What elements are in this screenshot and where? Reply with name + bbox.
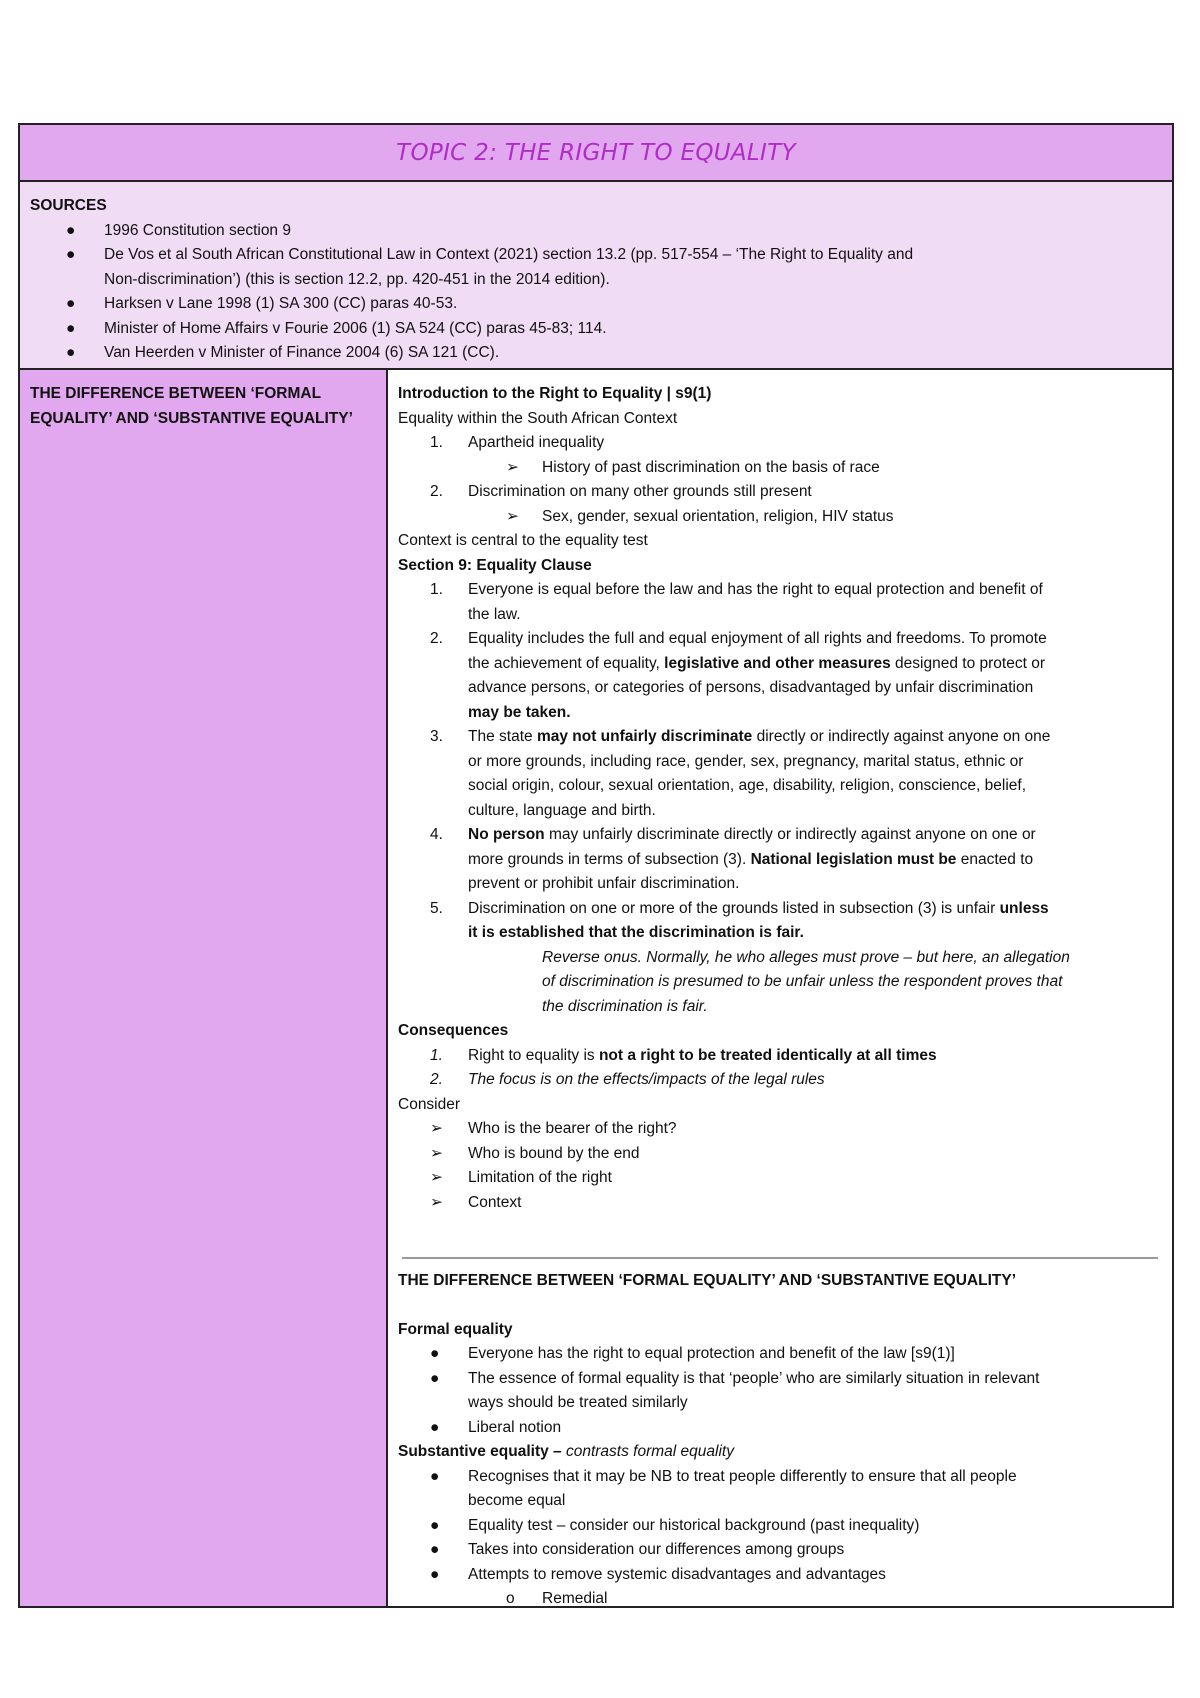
source-item: ● Minister of Home Affairs v Fourie 2006 (1) SA 524 (CC) paras 45-83; 114. — [30, 317, 1162, 342]
formal-equality-heading: Formal equality — [398, 1320, 513, 1338]
clause-continued: social origin, colour, sexual orientation, age, disability, religion, conscience, belief, — [468, 777, 1027, 794]
clause-continued: it is established that the discrimination is fair. — [468, 924, 804, 941]
bullet-item-continued: become equal — [468, 1492, 566, 1509]
bullet-icon: ● — [66, 344, 76, 361]
clause-continued: may be taken. — [468, 703, 571, 721]
clause-continued: advance persons, or categories of persons, disadvantaged by unfair discrimination — [468, 679, 1034, 696]
title-row — [20, 125, 1172, 182]
sub-list-item: ➢ History of past discrimination on the basis of race — [398, 456, 1162, 481]
consider-label: Consider — [398, 1095, 461, 1113]
clause-item: 3. The state may not unfairly discriminate directly or indirectly against anyone on one — [430, 728, 1051, 745]
left-cell — [20, 370, 388, 1606]
sub-list-item: ➢ Sex, gender, sexual orientation, religion, HIV status — [398, 505, 1162, 530]
list-item: 2. Discrimination on many other grounds still present — [430, 483, 812, 500]
source-item: ● 1996 Constitution section 9 — [30, 219, 1162, 244]
sources-heading: SOURCES — [30, 197, 107, 214]
section-divider — [402, 1257, 1158, 1259]
clause-continued: the achievement of equality, legislative and other measures designed to protect or — [468, 654, 1045, 672]
bullet-icon: ● — [66, 246, 76, 263]
bullet-icon: ● — [66, 295, 76, 312]
clause-item: 2. Equality includes the full and equal enjoyment of all rights and freedoms. To promote — [430, 630, 1047, 647]
bullet-icon: ● — [66, 319, 76, 337]
bullet-item: ● The essence of formal equality is that ‘people’ who are similarly situation in relevant — [398, 1367, 1162, 1392]
clause-continued: more grounds in terms of subsection (3). National legislation must be enacted to — [468, 850, 1034, 868]
arrow-icon: ➢ — [506, 507, 519, 525]
arrow-icon: ➢ — [430, 1193, 443, 1211]
clause-continued: prevent or prohibit unfair discrimination. — [468, 875, 740, 892]
arrow-icon: ➢ — [430, 1144, 443, 1162]
bullet-icon: ● — [66, 221, 76, 239]
bullet-icon: ● — [430, 1467, 440, 1485]
list-item: 1. Apartheid inequality — [430, 434, 605, 451]
clause-continued: the law. — [468, 605, 521, 623]
reverse-onus-note: of discrimination is presumed to be unfair unless the respondent proves that — [542, 973, 1063, 990]
bullet-icon: ● — [430, 1345, 440, 1362]
left-heading-line: EQUALITY’ AND ‘SUBSTANTIVE EQUALITY’ — [30, 409, 353, 427]
source-item-continued: Non-discrimination’) (this is section 12.2, pp. 420-451 in the 2014 edition). — [104, 270, 610, 288]
section9-heading: Section 9: Equality Clause — [398, 556, 592, 574]
consider-item: ➢ Context — [398, 1191, 1162, 1216]
context-line: Equality within the South African Context — [398, 409, 678, 427]
context-central-line: Context is central to the equality test — [398, 532, 648, 549]
source-item: ● De Vos et al South African Constitutional Law in Context (2021) section 13.2 (pp. 517-554 – ‘The Right to Equality and — [30, 243, 1162, 268]
arrow-icon: ➢ — [506, 458, 519, 476]
consider-item: ➢ Who is bound by the end — [398, 1142, 1162, 1167]
consequence-item: 2. The focus is on the effects/impacts of the legal rules — [430, 1071, 825, 1088]
clause-continued: or more grounds, including race, gender, sex, pregnancy, marital status, ethnic or — [468, 752, 1024, 770]
arrow-icon: ➢ — [430, 1169, 443, 1186]
difference-heading: THE DIFFERENCE BETWEEN ‘FORMAL EQUALITY’ AND ‘SUBSTANTIVE EQUALITY’ — [398, 1272, 1017, 1289]
bullet-item-continued: ways should be treated similarly — [468, 1394, 688, 1411]
right-cell — [388, 370, 1172, 1606]
reverse-onus-note: Reverse onus. Normally, he who alleges must prove – but here, an allegation — [542, 948, 1070, 966]
arrow-icon: ➢ — [430, 1120, 443, 1137]
reverse-onus-note: the discrimination is fair. — [542, 997, 708, 1015]
consider-item: ➢ Who is the bearer of the right? — [398, 1117, 1162, 1142]
bullet-icon: ● — [430, 1369, 440, 1387]
bullet-icon: ● — [430, 1418, 440, 1436]
consider-item: ➢ Limitation of the right — [398, 1166, 1162, 1191]
bullet-item: ● Everyone has the right to equal protection and benefit of the law [s9(1)] — [398, 1342, 1162, 1367]
main-row — [20, 370, 1172, 1606]
bullet-item: ● Attempts to remove systemic disadvantages and advantages — [398, 1563, 1162, 1588]
bullet-icon: ● — [430, 1541, 440, 1558]
circle-bullet-icon: o — [506, 1590, 515, 1607]
sources-section — [20, 182, 1172, 370]
page-title: TOPIC 2: THE RIGHT TO EQUALITY — [396, 139, 796, 166]
left-heading-line: THE DIFFERENCE BETWEEN ‘FORMAL — [30, 385, 322, 402]
clause-item: 1. Everyone is equal before the law and has the right to equal protection and benefit of — [430, 581, 1043, 598]
bullet-item: ● Takes into consideration our differences among groups — [398, 1538, 1162, 1563]
bullet-item: ● Equality test – consider our historical background (past inequality) — [398, 1514, 1162, 1539]
source-item: ● Van Heerden v Minister of Finance 2004 (6) SA 121 (CC). — [30, 341, 1162, 366]
consequence-item: 1. Right to equality is not a right to be treated identically at all times — [430, 1046, 937, 1064]
source-item: ● Harksen v Lane 1998 (1) SA 300 (CC) paras 40-53. — [30, 292, 1162, 317]
substantive-equality-heading: Substantive equality – contrasts formal equality — [398, 1443, 734, 1460]
bullet-item: ● Liberal notion — [398, 1416, 1162, 1441]
bullet-icon: ● — [430, 1516, 440, 1534]
sub-bullet-item: o Remedial — [398, 1587, 1162, 1612]
consequences-heading: Consequences — [398, 1022, 509, 1039]
clause-continued: culture, language and birth. — [468, 801, 656, 819]
bullet-item: ● Recognises that it may be NB to treat people differently to ensure that all people — [398, 1465, 1162, 1490]
notes-table — [18, 123, 1174, 1608]
clause-item: 5. Discrimination on one or more of the grounds listed in subsection (3) is unfair unless — [430, 899, 1049, 917]
intro-heading: Introduction to the Right to Equality | s9(1) — [398, 385, 712, 402]
clause-item: 4. No person may unfairly discriminate directly or indirectly against anyone on one or — [430, 826, 1036, 843]
bullet-icon: ● — [430, 1565, 440, 1583]
